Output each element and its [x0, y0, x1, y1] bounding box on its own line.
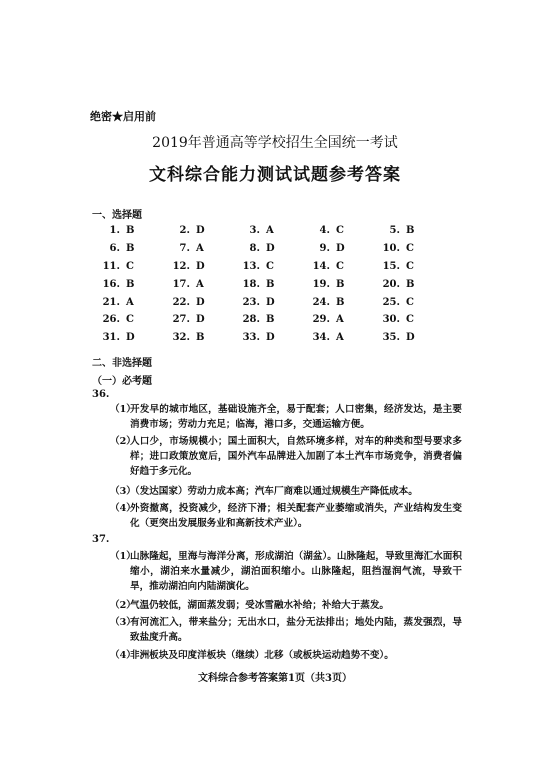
required-questions-heading: （一）必考题 — [92, 376, 152, 387]
question-number: 5. — [389, 225, 400, 237]
question-number: 23. — [242, 296, 260, 308]
question-number: 11. — [102, 260, 120, 272]
answer-letter: D — [266, 243, 275, 255]
answer-letter: D — [126, 332, 135, 344]
answer-letter: C — [406, 260, 414, 272]
question-number: 4. — [319, 225, 330, 237]
question-number: 27. — [172, 314, 190, 326]
question-number: 8. — [249, 243, 260, 255]
question-number: 22. — [172, 296, 190, 308]
answer-letter: D — [196, 296, 205, 308]
question-number: 24. — [312, 296, 330, 308]
question-number: 10. — [382, 243, 400, 255]
answer-cell — [302, 279, 372, 290]
answer-cell — [302, 297, 372, 308]
answer-letter: B — [406, 278, 415, 290]
answer-cell — [232, 332, 302, 343]
answer-letter: C — [126, 260, 134, 272]
answer-letter: A — [126, 296, 134, 308]
answer-cell — [372, 279, 442, 290]
answer-cell — [302, 314, 372, 325]
answer-letter: D — [266, 296, 275, 308]
answer-cell — [232, 279, 302, 290]
answer-cell — [302, 243, 372, 254]
answer-letter: C — [406, 296, 414, 308]
answer-letter: B — [266, 314, 275, 326]
question-number: 12. — [172, 260, 190, 272]
answer-letter: B — [126, 225, 135, 237]
answer-cell — [92, 297, 162, 308]
answer-cell — [232, 261, 302, 272]
question-number: 32. — [172, 332, 190, 344]
answer-letter: B — [336, 278, 345, 290]
answer-letter: C — [266, 260, 274, 272]
question-number: 1. — [109, 225, 120, 237]
answer-letter: B — [266, 278, 275, 290]
q37-item-3 — [110, 615, 462, 645]
question-number: 25. — [382, 296, 400, 308]
answer-letter: B — [336, 296, 345, 308]
question-number: 21. — [102, 296, 120, 308]
item-label: （4） — [110, 503, 136, 514]
answer-row — [92, 329, 452, 347]
answer-letter: A — [266, 225, 274, 237]
item-text: （发达国家）劳动力成本高；汽车厂商难以通过规模生产降低成本。 — [130, 486, 418, 497]
answer-cell — [302, 332, 372, 343]
q36-item-1 — [110, 402, 462, 432]
answer-cell — [92, 243, 162, 254]
answer-grid — [92, 222, 452, 347]
section-choice-heading: 一、选择题 — [92, 210, 142, 221]
answer-cell — [302, 225, 372, 236]
q37-item-2 — [110, 598, 462, 613]
question-number: 9. — [319, 243, 330, 255]
answer-letter: A — [336, 314, 344, 326]
answer-cell — [92, 225, 162, 236]
answer-letter: B — [196, 332, 205, 344]
question-36-number: 36. — [92, 389, 110, 400]
q37-item-1 — [110, 549, 462, 594]
answer-letter: B — [126, 243, 135, 255]
answer-cell — [92, 332, 162, 343]
answer-cell — [372, 261, 442, 272]
answer-cell — [232, 243, 302, 254]
answer-title: 文科综合能力测试试题参考答案 — [149, 165, 401, 185]
answer-letter: B — [126, 278, 135, 290]
question-number: 3. — [249, 225, 260, 237]
question-number: 16. — [102, 278, 120, 290]
answer-letter: D — [336, 243, 345, 255]
answer-letter: D — [266, 332, 275, 344]
answer-letter: D — [196, 314, 205, 326]
question-number: 35. — [382, 332, 400, 344]
answer-cell — [162, 261, 232, 272]
page-footer: 文科综合参考答案第1页（共3页） — [198, 673, 352, 684]
answer-cell — [92, 261, 162, 272]
question-number: 13. — [242, 260, 260, 272]
question-number: 15. — [382, 260, 400, 272]
answer-letter: C — [126, 314, 134, 326]
item-text: 人口少，市场规模小；国土面积大，自然环境多样，对车的种类和型号要求多样；进口政策放宽后，国外汽车品牌进入加剧了本土汽车市场竞争，消费者偏好趋于多元化。 — [130, 436, 462, 477]
answer-row — [92, 311, 452, 329]
answer-cell — [162, 297, 232, 308]
item-label: （4） — [110, 650, 136, 661]
item-text: 山脉隆起，里海与海洋分离，形成湖泊（湖盆）。山脉隆起，导致里海汇水面积缩小，湖泊来水量减少，湖泊面积缩小。山脉隆起，阻挡湿润气流，导致干旱，推动湖泊向内陆湖演化。 — [130, 551, 462, 592]
answer-row — [92, 222, 452, 240]
answer-row — [92, 293, 452, 311]
answer-letter: C — [406, 314, 414, 326]
question-number: 2. — [179, 225, 190, 237]
question-number: 18. — [242, 278, 260, 290]
answer-cell — [162, 243, 232, 254]
item-label: （3） — [110, 486, 136, 497]
answer-letter: C — [336, 225, 344, 237]
item-text: 气温仍较低，湖面蒸发弱；受冰雪融水补给；补给大于蒸发。 — [130, 600, 390, 611]
item-label: （1） — [110, 551, 136, 562]
answer-cell — [162, 279, 232, 290]
question-number: 30. — [382, 314, 400, 326]
answer-cell — [92, 279, 162, 290]
answer-row — [92, 258, 452, 276]
q37-item-4 — [110, 648, 462, 663]
answer-cell — [232, 314, 302, 325]
answer-letter: C — [336, 260, 344, 272]
answer-letter: D — [196, 260, 205, 272]
item-text: 开发早的城市地区，基础设施齐全，易于配套；人口密集，经济发达，是主要消费市场；劳动力充足；临海，港口多，交通运输方便。 — [130, 404, 462, 430]
answer-letter: A — [196, 243, 204, 255]
answer-letter: A — [196, 278, 204, 290]
answer-letter: C — [406, 243, 414, 255]
question-number: 17. — [172, 278, 190, 290]
question-number: 33. — [242, 332, 260, 344]
question-number: 6. — [109, 243, 120, 255]
answer-cell — [232, 225, 302, 236]
item-label: （3） — [110, 617, 136, 628]
answer-row — [92, 275, 452, 293]
answer-cell — [162, 332, 232, 343]
question-number: 19. — [312, 278, 330, 290]
answer-cell — [302, 261, 372, 272]
answer-letter: B — [406, 225, 415, 237]
answer-letter: A — [336, 332, 344, 344]
answer-cell — [372, 297, 442, 308]
answer-cell — [232, 297, 302, 308]
question-number: 14. — [312, 260, 330, 272]
q36-item-2 — [110, 434, 462, 479]
answer-cell — [372, 314, 442, 325]
answer-letter: D — [406, 332, 415, 344]
q36-item-3 — [110, 484, 462, 499]
item-label: （1） — [110, 404, 136, 415]
item-text: 非洲板块及印度洋板块（继续）北移（或板块运动趋势不变）。 — [130, 650, 394, 661]
question-number: 20. — [382, 278, 400, 290]
answer-letter: D — [196, 225, 205, 237]
answer-cell — [372, 225, 442, 236]
item-text: 有河流汇入，带来盐分；无出水口，盐分无法排出；地处内陆，蒸发强烈，导致盐度升高。 — [130, 617, 462, 643]
question-number: 34. — [312, 332, 330, 344]
question-number: 26. — [102, 314, 120, 326]
question-number: 31. — [102, 332, 120, 344]
question-number: 29. — [312, 314, 330, 326]
item-label: （2） — [110, 600, 136, 611]
item-text: 外资撤离，投资减少，经济下滑；相关配套产业萎缩或消失，产业结构发生变化（更突出发展服务业和高新技术产业）。 — [130, 503, 462, 529]
item-label: （2） — [110, 436, 136, 447]
question-number: 28. — [242, 314, 260, 326]
answer-cell — [92, 314, 162, 325]
question-37-number: 37. — [92, 534, 110, 545]
section-nonchoice-heading: 二、非选择题 — [92, 358, 152, 369]
answer-cell — [372, 332, 442, 343]
question-number: 7. — [179, 243, 190, 255]
exam-title: 2019年普通高等学校招生全国统一考试 — [152, 135, 398, 151]
secret-label: 绝密★启用前 — [90, 110, 156, 123]
answer-cell — [162, 314, 232, 325]
answer-cell — [162, 225, 232, 236]
answer-row — [92, 240, 452, 258]
answer-cell — [372, 243, 442, 254]
q36-item-4 — [110, 501, 462, 531]
